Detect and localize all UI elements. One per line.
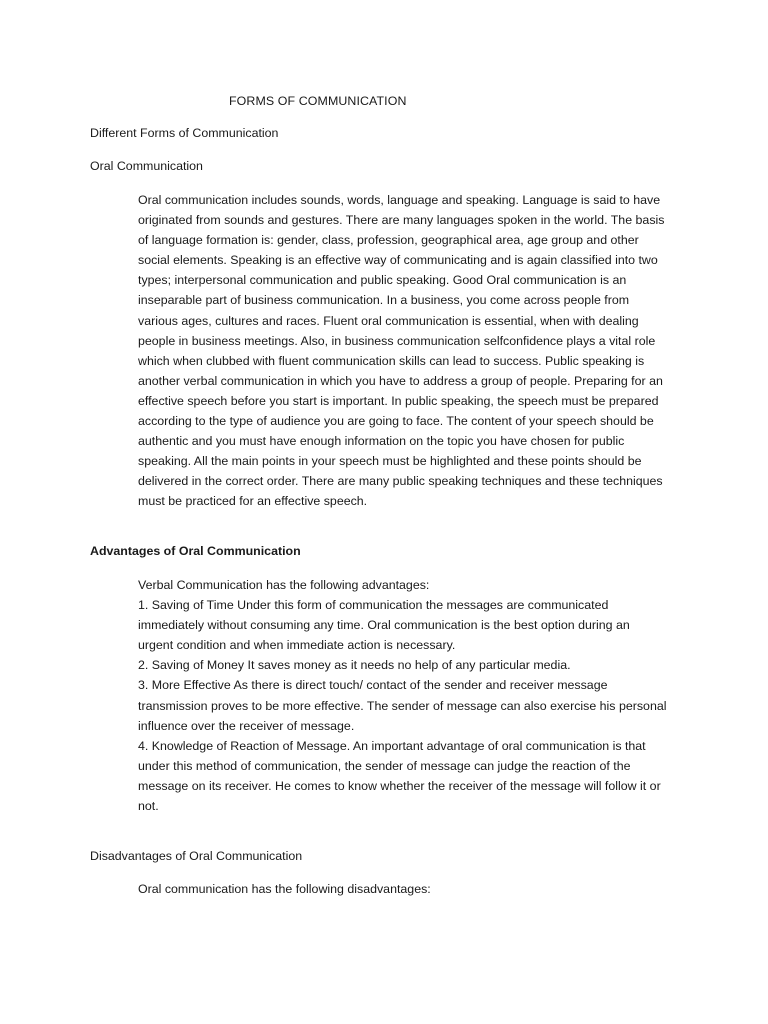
paragraph-line: originated from sounds and gestures. There are many languages spoken in the world. The basis — [138, 213, 665, 228]
paragraph-line: authentic and you must have enough information on the topic you have chosen for public — [138, 434, 625, 449]
paragraph-line: various ages, cultures and races. Fluent oral communication is essential, when with dealing — [138, 313, 639, 328]
paragraph-line: Oral communication includes sounds, words, language and speaking. Language is said to have — [138, 193, 661, 207]
paragraph-line: which when clubbed with fluent communication skills can lead to success. Public speaking is — [138, 353, 645, 368]
heading-different-forms: Different Forms of Communication — [90, 126, 279, 140]
paragraph-line: effective speech before you start is important. In public speaking, the speech must be prepared — [138, 393, 659, 408]
advantages-line: influence over the receiver of message. — [138, 718, 355, 733]
paragraph-line: speaking. All the main points in your speech must be highlighted and these points should be — [138, 454, 642, 469]
disadvantages-intro — [138, 879, 686, 899]
paragraph-line: must be practiced for an effective speech. — [138, 494, 368, 509]
advantages-line: immediately without consuming any time. Oral communication is the best option during an — [138, 618, 630, 633]
advantages-line: under this method of communication, the sender of message can judge the reaction of the — [138, 758, 631, 773]
disadvantages-intro-line: Oral communication has the following disadvantages: — [138, 882, 431, 896]
advantages-line: message on its receiver. He comes to know whether the receiver of the message will follow it or — [138, 778, 661, 793]
heading-advantages: Advantages of Oral Communication — [90, 544, 301, 558]
advantages-line: 1. Saving of Time Under this form of communication the messages are communicated — [138, 598, 609, 613]
oral-communication-paragraph — [138, 190, 686, 512]
paragraph-line: people in business meetings. Also, in business communication selfconfidence plays a vital role — [138, 333, 656, 348]
paragraph-line: types; interpersonal communication and public speaking. Good Oral communication is an — [138, 273, 627, 288]
advantages-line: 3. More Effective As there is direct touch/ contact of the sender and receiver message — [138, 678, 608, 693]
paragraph-line: according to the type of audience you are going to face. The content of your speech should be — [138, 414, 654, 429]
paragraph-line: another verbal communication in which you have to address a group of people. Preparing for an — [138, 373, 663, 388]
advantages-list — [138, 575, 686, 816]
paragraph-line: social elements. Speaking is an effective way of communicating and is again classified into two — [138, 253, 658, 268]
advantages-line: 4. Knowledge of Reaction of Message. An important advantage of oral communication is that — [138, 738, 646, 753]
document-title: FORMS OF COMMUNICATION — [229, 94, 407, 108]
paragraph-line: delivered in the correct order. There are many public speaking techniques and these techniques — [138, 474, 663, 489]
advantages-line: Verbal Communication has the following advantages: — [138, 578, 430, 592]
paragraph-line: inseparable part of business communication. In a business, you come across people from — [138, 293, 630, 308]
advantages-line: urgent condition and when immediate action is necessary. — [138, 638, 456, 653]
advantages-line: not. — [138, 799, 159, 814]
heading-disadvantages: Disadvantages of Oral Communication — [90, 849, 303, 863]
advantages-line: transmission proves to be more effective. The sender of message can also exercise his personal — [138, 698, 667, 713]
paragraph-line: of language formation is: gender, class, profession, geographical area, age group and other — [138, 233, 639, 248]
heading-oral-communication: Oral Communication — [90, 159, 203, 173]
advantages-line: 2. Saving of Money It saves money as it needs no help of any particular media. — [138, 658, 571, 673]
